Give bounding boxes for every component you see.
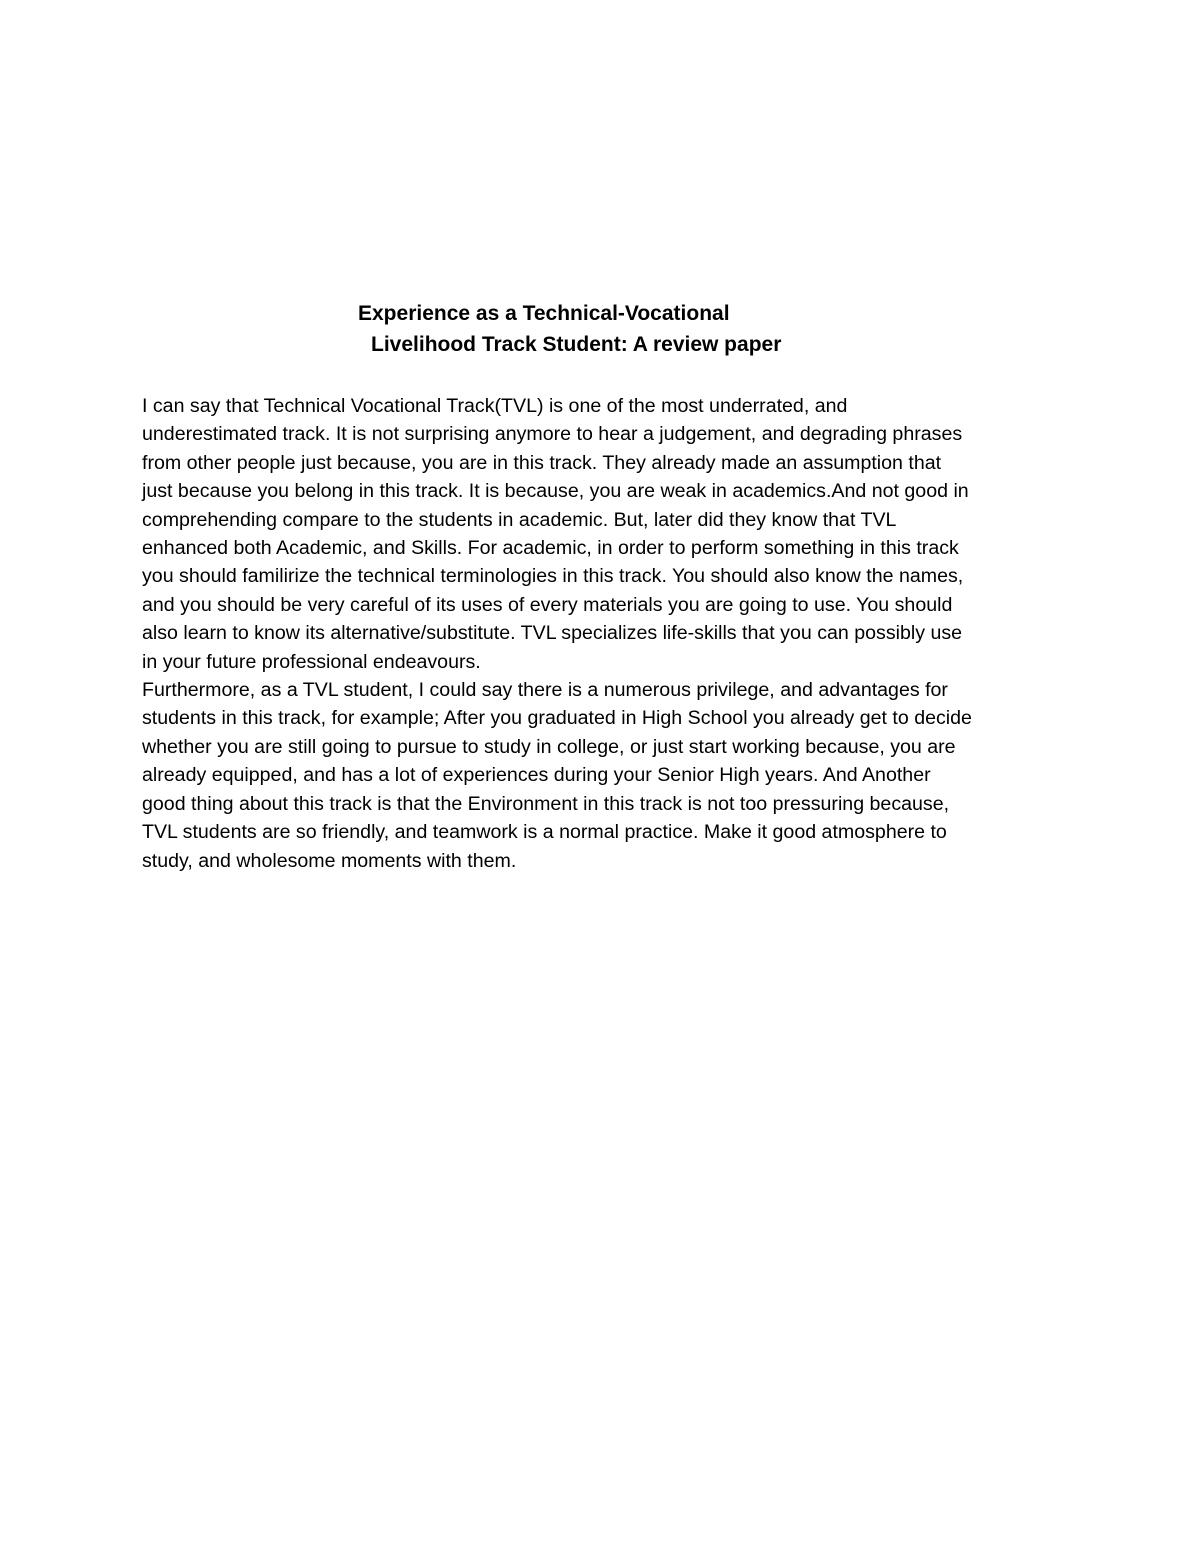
body-line: from other people just because, you are in this track. They already made an assumption that	[142, 451, 942, 474]
body-line: TVL students are so friendly, and teamwork is a normal practice. Make it good atmosphere to	[142, 821, 947, 844]
body-line: underestimated track. It is not surprising anymore to hear a judgement, and degrading phrases	[142, 423, 963, 446]
body-line: study, and wholesome moments with them.	[142, 849, 517, 872]
document-body	[142, 392, 1062, 875]
document-title	[0, 298, 1200, 360]
body-line: just because you belong in this track. It is because, you are weak in academics.And not good in	[142, 480, 969, 503]
body-line: good thing about this track is that the Environment in this track is not too pressuring because,	[142, 792, 950, 815]
body-line: Furthermore, as a TVL student, I could say there is a numerous privilege, and advantages for	[142, 679, 948, 702]
body-line: in your future professional endeavours.	[142, 650, 481, 673]
body-line: you should familirize the technical terminologies in this track. You should also know the names,	[142, 565, 964, 588]
body-line: whether you are still going to pursue to study in college, or just start working because, you are	[142, 735, 956, 758]
body-line: already equipped, and has a lot of experiences during your Senior High years. And Another	[142, 764, 931, 787]
body-line: comprehending compare to the students in academic. But, later did they know that TVL	[142, 508, 897, 531]
body-line: and you should be very careful of its uses of every materials you are going to use. You should	[142, 593, 953, 616]
title-line-1: Experience as a Technical-Vocational	[358, 302, 730, 325]
body-line: enhanced both Academic, and Skills. For academic, in order to perform something in this track	[142, 537, 959, 560]
body-line: I can say that Technical Vocational Track(TVL) is one of the most underrated, and	[142, 395, 848, 417]
title-line-2: Livelihood Track Student: A review paper	[371, 333, 782, 356]
body-line: students in this track, for example; After you graduated in High School you already get to decide	[142, 707, 972, 730]
body-line: also learn to know its alternative/substitute. TVL specializes life-skills that you can possibly use	[142, 622, 963, 645]
